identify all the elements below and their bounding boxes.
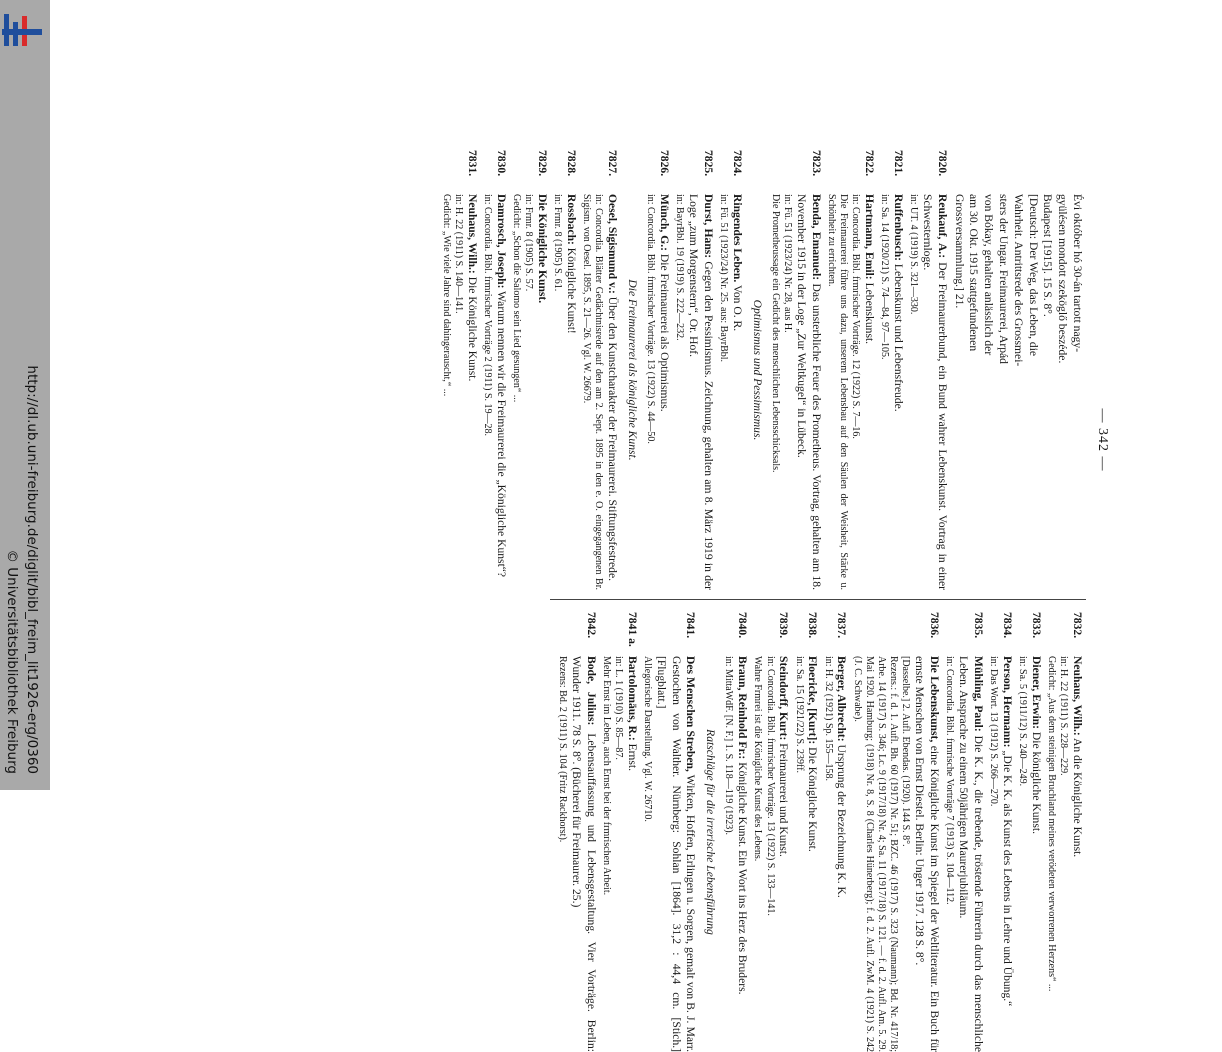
entry-citation: in: Das Wort. 13 (1912) S. 266—270. (988, 656, 999, 807)
entry-title: Über den Kunstcharakter der Freimaurerei. Stiftungsfestrede. (606, 293, 620, 582)
entry-number: 7835. (971, 612, 985, 639)
entry-author: Die Lebenskunst, (928, 656, 941, 743)
entry-author: Neuhaus, Wilh.: (465, 194, 479, 274)
bibliography-entry (556, 612, 598, 1052)
bibliography-entry (481, 150, 508, 590)
bibliography-entry (1045, 612, 1084, 1052)
entry-citation: [Dasselbe.] 2. Aufl. Ebendas. (1920). 144 S. 8°. (900, 656, 912, 847)
entry-title: An die Königliche Kunst. (1071, 735, 1084, 858)
bibliography-entry (551, 150, 578, 590)
entry-citation: in: L. 1 (1910) S. 85—87. (613, 656, 624, 760)
entry-title: Lebenskunst und Lebensfreude. (892, 261, 906, 412)
bibliography-entry (907, 150, 949, 590)
entry-number: 7840. (736, 612, 750, 639)
entry-citation: Wahre Frmrei ist die Königliche Kunst des Lebens. (752, 656, 764, 862)
bibliography-entry (943, 612, 985, 1052)
entry-author: Steindorff, Kurt: (777, 656, 791, 741)
entry-citation: in: Sa. 5 (1911/12) S. 240—249. (1017, 656, 1028, 787)
bibliography-entry (722, 612, 749, 1052)
entry-number: 7831. (465, 150, 479, 177)
entry-number: 7839. (777, 612, 791, 639)
entry-citation: in: BayrBbl. 19 (1919) S. 222—232. (674, 194, 686, 341)
entry-text-line: Wahrheit. Antrittsrede des Grossmei- (1011, 194, 1025, 367)
entry-title: Ernst. (625, 740, 639, 771)
entry-number: 7820. (935, 150, 949, 177)
entry-citation: Die Freimaurerei führe uns dazu, unserem Lebensbau auf den Säulen der Weisheit, Stärke u. Schönheit zu errichten. (825, 194, 850, 590)
entry-title: Gegen den Pessimismus. Zeichnung, gehalten am 8. März 1919 in der Loge „zum Morgenstern“, Or. Hof. (687, 194, 715, 590)
bibliography-entry (580, 150, 619, 590)
entry-title: „Die K. K. als Kunst des Lebens in Lehre und Übung.“ (1000, 747, 1014, 1007)
entry-title: Lebensauffassung und Lebensgestaltung. Vier Vorträge. Berlin: Wunder 1911. 78 S. 8°. (Bücherei für Freimaurer. 25.) (569, 656, 598, 1052)
entry-title: Die königliche Kunst. (1029, 729, 1043, 834)
entry-author: Floericke, [Kurt]: (806, 656, 820, 745)
bibliography-entry (821, 612, 848, 1052)
entry-author: Durst, Hans: (701, 194, 715, 259)
section-heading: Die Freimaurerei als königliche Kunst. (626, 279, 640, 461)
entry-title: Die Freimaurerei als Optimismus. (658, 251, 672, 412)
entry-title: Die Königliche Kunst. (806, 744, 820, 852)
entry-author: Mühling, Paul: (971, 656, 985, 732)
bibliography-entry (1016, 612, 1043, 1052)
entry-citation: Gedicht: „Schon die Salomo sein Lied gesungen“ ... (511, 194, 523, 403)
entry-citation: in: H. 32 (1921) Sp. 155—158. (822, 656, 834, 781)
entry-author: Damrosch, Joseph: (494, 194, 508, 289)
entry-author: Braun, Reinhold Fr.: (736, 656, 750, 760)
entry-author: Bartolomäus, R.: (625, 656, 639, 741)
bibliography-entry (644, 150, 671, 590)
entry-number: 7838. (806, 612, 820, 639)
entry-citation: in: Concordia. Bibl. frmrischer Vorträge. 13 (1922) S. 133—141. (764, 656, 776, 916)
entry-citation: in: Sa. 14 (1920/21) S. 74—84, 97—105. (879, 194, 891, 360)
entry-text-line: Évi október hó 30-án tartott nagy- (1071, 194, 1084, 353)
entry-citation: in: Frmr. 8 (1905) S. 57. (523, 194, 535, 292)
entry-text-line: Budapest [1915]. 15 S. 8°. (1041, 194, 1055, 317)
entry-title: Warum nennen wir die Freimaurerei die „Königliche Kunst“? (494, 288, 508, 578)
bibliography-entry (673, 150, 715, 590)
entry-author: Bode, Julius: (584, 656, 598, 726)
entry-title: Das unsterbliche Feuer des Prometheus. Vortrag, gehalten am 18. November 1915 in der Loge „Zur Weltkugel“ in Lübeck. (794, 194, 823, 590)
entry-text-line: [Deutsch: Der Weg, das Leben, die (1026, 194, 1040, 357)
entry-author: Ringendes Leben. (730, 194, 744, 283)
entry-author: Neuhaus, Wilh.: (1071, 656, 1084, 736)
entry-text-line: von Bókay, gehalten anlässlich der (982, 194, 996, 356)
entry-citation: in: H. 22 (1911) S. 228—229. (1058, 656, 1070, 776)
entry-citation: in: MittaWdF. [N. F.] 1. S. 118—119 (1923). (723, 656, 735, 836)
entry-continuation (951, 150, 1084, 590)
bibliography-entry (987, 612, 1014, 1052)
bibliography-entry (751, 612, 790, 1052)
entry-citation: in: Frmr. 8 (1905) S. 61. (552, 194, 564, 292)
entry-title: Wirken, Hoffen, Erlingen u. Sorgen, gemalt von B. J. Marr. Gestochen von Walther. Nürnberg: Sohlan [1864]. 31,2 : 44,4 cm. [Stich.] [Flugblatt.] (654, 656, 698, 1052)
entry-citation: Rezens: Bd. 2 (1911) S. 104 (Fritz Rackhorst). (557, 656, 568, 843)
entry-citation: in: Concordia. Bibl. frmrischer Vorträge 2 (1911) S. 19—28. (482, 194, 494, 437)
bibliography-entry (769, 150, 823, 590)
entry-number: 7824. (730, 150, 744, 177)
entry-text-line: am 30. Okt. 1915 stattgefundenen (967, 194, 981, 352)
entry-title: Königliche Kunst! (565, 244, 579, 334)
entry-author: Diener, Erwin: (1029, 656, 1043, 729)
entry-citation: in: UT. 4 (1919) S. 321—330. (908, 194, 920, 315)
entry-author: Oesel, Sigismund v.: (606, 194, 620, 294)
section-heading: Ratschläge für die irrerische Lebensführung (704, 729, 718, 935)
entry-text-line: Grossversammlung.] 21. (952, 194, 966, 309)
entry-number: 7826. (658, 150, 672, 177)
bibliography-entry (510, 150, 549, 590)
entry-number: 7830. (494, 150, 508, 177)
entry-citation: in: Concordia. Bibl. frmrischer Vorträge. 12 (1922) S. 7—16. (850, 194, 862, 439)
section-heading: Optimismus und Pessimismus. (750, 299, 764, 441)
entry-author: Münch, G.: (658, 194, 672, 252)
entry-author: Benda, Emanuel: (809, 194, 823, 281)
bibliography-entry (878, 150, 905, 590)
bibliography-entry (440, 150, 479, 590)
bibliography-entry (792, 612, 819, 1052)
entry-citation: in: Concordia. Bibl. frmrischer Vorträge. 13 (1922) S. 44—50. (645, 194, 657, 444)
entry-number: 7827. (606, 150, 620, 177)
entry-number: 7825. (701, 150, 715, 177)
entry-title: Der Freimaurerbund, ein Bund wahrer Lebenskunst. Vortrag in einer Schwesternloge. (921, 194, 949, 590)
entry-number: 7841. (684, 612, 698, 639)
entry-text-line: sters der Ungar. Freimaurerei, Arpád (997, 194, 1011, 364)
entry-citation: in: Fü. 51 (1923/24) Nr. 25. aus: BayrBbl. (718, 194, 730, 363)
entry-title: Die K. K., die trebende, tröstende Führerin durch das menschliche Leben. Ansprache zu einem 50jährigen Maurerjubiläum. (957, 656, 985, 1052)
entry-text-line: gyülésen mondott szeköglő beszéde. (1056, 194, 1070, 364)
entry-number: 7834. (1000, 612, 1014, 639)
entry-citation: Mehr Ernst im Leben, auch Ernst bei der frmrischen Arbeit. (600, 656, 612, 896)
scanned-page (180, 150, 1110, 1052)
entry-citation: Gedicht: „Aus dem steinigen Bruchland meines verödeten verworrenen Herzens“ ... (1046, 656, 1057, 992)
entry-citation: Rezens.: f. d. 1. Aufl. Bh. 60 (1917) Nr. 51; BZC. 46 (1917) S. 323 (Naumann); Bd. Nr. 417/18; Arbe. 14 (1917) S. 346; Lc. 9 (1917/18) Nr. 4; Sa. 11 (1917/18) S. 121. — f. d. 2. Aufl. Am. 5. 29. Mai 1920. Hamburg; (1918) Nr. 8, S. 8 (Charles Hünerberg); f. d. 2. Aufl. ZwM. 4 (1921) S. 242 (J. C. Schwabe). (851, 656, 900, 1052)
entry-title: Von O. R. (730, 282, 744, 332)
entry-number: 7822. (863, 150, 877, 177)
entry-title: Ursprung der Bezeichnung K. K. (835, 741, 849, 898)
entry-citation: in: Concordia. Bibl. frmrische Vorträge 7 (1913) S. 104—112. (944, 656, 956, 905)
bibliography-entry (717, 150, 744, 590)
entry-title: Königliche Kunst. Ein Wort ins Herz des Bruders. (736, 759, 750, 995)
document-url[interactable]: http://dl.ub.uni-freiburg.de/diglit/bibl_freim_lit1926-erg/0360 (24, 365, 40, 774)
column-divider (550, 599, 1086, 600)
entry-number: 7837. (835, 612, 849, 639)
entry-title: Die Königliche Kunst. (465, 273, 479, 382)
entry-number: 7836. (928, 612, 941, 639)
entry-number: 7842. (584, 612, 598, 639)
bibliography-entry (850, 612, 941, 1052)
entry-author: Person, Hermann: (1000, 656, 1014, 748)
entry-author: Reukauf, A.: (935, 194, 949, 259)
left-column (438, 150, 1084, 590)
entry-title: Freimaurerei und Kunst. (777, 740, 791, 857)
entry-citation: in: Sa. 15 (1921/22) S. 239ff. (793, 656, 805, 774)
entry-author: Ruffenbusch: (892, 194, 906, 261)
copyright-notice: © Universitätsbibliothek Freiburg (4, 549, 20, 774)
entry-citation: in: H. 22 (1911) S. 140—141. (453, 194, 465, 314)
entry-number: 7841 a. (625, 612, 639, 647)
entry-number: 7832. (1071, 612, 1084, 639)
bibliography-entry (825, 150, 876, 590)
entry-title: Lebenskunst. (863, 279, 877, 345)
right-column (554, 612, 1084, 1052)
entry-citation: in: Fü. 51 (1923/24) Nr. 28, aus H. (782, 194, 794, 333)
entry-number: 7823. (809, 150, 823, 177)
entry-citation: Die Prometheussage ein Gedicht des menschlichen Lebensschicksals. (769, 194, 781, 473)
entry-citation: Gedicht: „Wie viele Jahre sind dahingerauscht,“ ... (440, 194, 452, 397)
entry-number: 7833. (1029, 612, 1043, 639)
viewer-sidebar (0, 0, 50, 790)
entry-author: Des Menschen Streben, (684, 656, 698, 772)
entry-title: eine Königliche Kunst im Spiegel der Weltliteratur. Ein Buch für ernste Menschen von Ernst Diestel. Berlin: Unger 1917. 128 S. 8°. (913, 656, 941, 1052)
entry-citation: in: Concordia. Blätter Gedächtnisrede auf den am 2. Sept. 1895 in den e. O. eingegangenen Br. Sigism. von Oesel. 1895, S. 21—26. Vgl. W. 26679. (581, 194, 605, 590)
page-number: — 342 — (1095, 408, 1110, 472)
entry-author: Die Königliche Kunst. (536, 194, 550, 304)
entry-number: 7828. (565, 150, 579, 177)
entry-number: 7829. (536, 150, 550, 177)
bibliography-entry (600, 612, 639, 1052)
entry-author: Rossbach: (565, 194, 579, 245)
entry-number: 7821. (892, 150, 906, 177)
bibliography-entry (641, 612, 698, 1052)
entry-author: Berger, Albrecht: (835, 656, 849, 742)
entry-author: Hartmann, Emil: (863, 194, 877, 280)
entry-citation: Allegorische Darstellung. Vgl. W. 26710. (642, 656, 653, 822)
